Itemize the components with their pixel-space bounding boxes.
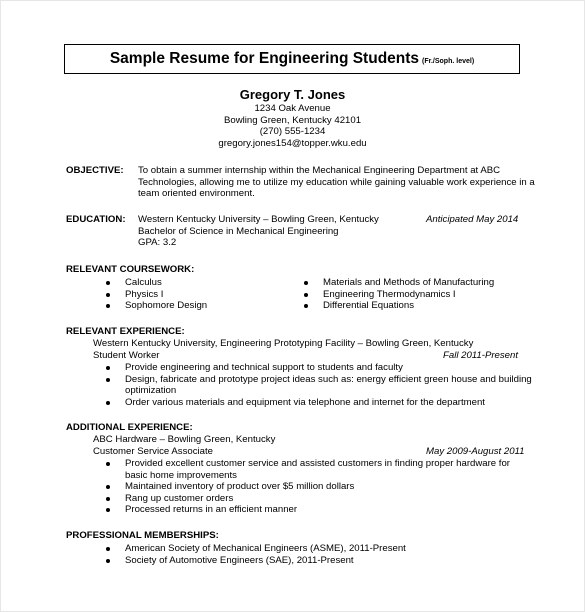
list-item: [125, 504, 510, 516]
membership-text: American Society of Mechanical Engineers (ASME), 2011-Present: [125, 543, 406, 554]
bullet-icon: [106, 462, 110, 466]
list-item: [125, 289, 207, 301]
list-item: [125, 458, 510, 481]
course-name: Materials and Methods of Manufacturing: [323, 277, 495, 288]
bullet-text-continued: optimization: [125, 385, 177, 397]
bullet-icon: [106, 366, 110, 370]
experience-bullets: [125, 362, 532, 408]
list-item: [125, 543, 406, 555]
list-item: [125, 362, 532, 374]
candidate-name: Gregory T. Jones: [239, 87, 346, 102]
bullet-icon: [106, 378, 110, 382]
additional-heading: ADDITIONAL EXPERIENCE:: [66, 422, 193, 433]
bullet-icon: [304, 281, 308, 285]
list-item: [125, 374, 532, 397]
course-name: Physics I: [125, 288, 164, 300]
list-item: [125, 277, 207, 289]
education-heading: EDUCATION:: [66, 214, 126, 225]
education-date: Anticipated May 2014: [426, 214, 519, 225]
gpa: GPA: 3.2: [138, 237, 177, 249]
list-item: [125, 397, 532, 409]
additional-date: May 2009-August 2011: [426, 446, 525, 457]
school-name: Western Kentucky University – Bowling Green, Kentucky: [138, 214, 379, 225]
street-address: 1234 Oak Avenue: [254, 103, 331, 114]
experience-heading: RELEVANT EXPERIENCE:: [66, 326, 185, 337]
list-item: [323, 277, 494, 289]
bullet-icon: [106, 281, 110, 285]
bullet-icon: [106, 559, 110, 563]
degree: Bachelor of Science in Mechanical Engineering: [138, 225, 339, 237]
bullet-icon: [106, 485, 110, 489]
bullet-text: Provided excellent customer service and assisted customers in finding proper hardware for: [125, 458, 511, 469]
additional-org: ABC Hardware – Bowling Green, Kentucky: [93, 434, 276, 445]
additional-header: [93, 434, 275, 457]
additional-bullets: [125, 458, 510, 516]
additional-role: Customer Service Associate: [93, 445, 213, 457]
list-item: [125, 555, 406, 567]
membership-text: Society of Automotive Engineers (SAE), 2011-Present: [125, 554, 354, 566]
course-name: Calculus: [125, 277, 162, 288]
document-title: Sample Resume for Engineering Students: [109, 50, 420, 67]
coursework-heading: RELEVANT COURSEWORK:: [66, 264, 195, 275]
objective-line: To obtain a summer internship within the Mechanical Engineering Department at ABC: [138, 165, 501, 176]
list-item: [125, 481, 510, 493]
document-title-note: (Fr./Soph. level): [422, 58, 475, 65]
bullet-icon: [106, 547, 110, 551]
objective-line: Technologies, allowing me to utilize my education while gaining valuable work experience in a: [138, 176, 535, 188]
bullet-icon: [304, 304, 308, 308]
bullet-text: Provide engineering and technical support to students and faculty: [125, 362, 403, 373]
experience-role: Student Worker: [93, 349, 160, 361]
experience-org: Western Kentucky University, Engineering Prototyping Facility – Bowling Green, Kentucky: [93, 338, 474, 349]
bullet-text: Order various materials and equipment via telephone and internet for the department: [125, 396, 485, 408]
bullet-text: Design, fabricate and prototype project ideas such as: energy efficient green house and building: [125, 373, 532, 385]
bullet-icon: [106, 401, 110, 405]
objective-text: [138, 165, 535, 200]
bullet-icon: [106, 293, 110, 297]
bullet-text: Maintained inventory of product over $5 million dollars: [125, 481, 355, 493]
list-item: [323, 300, 494, 312]
bullet-icon: [106, 508, 110, 512]
phone-number: (270) 555-1234: [259, 126, 326, 138]
objective-heading: OBJECTIVE:: [66, 165, 124, 176]
experience-date: Fall 2011-Present: [443, 350, 519, 361]
coursework-list-right: [323, 277, 494, 312]
bullet-icon: [106, 497, 110, 501]
experience-header: [93, 338, 473, 361]
bullet-icon: [304, 293, 308, 297]
coursework-list-left: [125, 277, 207, 312]
memberships-heading: PROFESSIONAL MEMBERSHIPS:: [66, 530, 219, 541]
title-box: [64, 44, 520, 74]
email-address: gregory.jones154@topper.wku.edu: [218, 137, 367, 149]
course-name: Sophomore Design: [125, 300, 208, 312]
list-item: [323, 289, 494, 301]
course-name: Engineering Thermodynamics I: [323, 288, 456, 300]
memberships-list: [125, 543, 406, 566]
bullet-icon: [106, 304, 110, 308]
list-item: [125, 493, 510, 505]
contact-block: [0, 86, 585, 149]
bullet-text: Rang up customer orders: [125, 492, 234, 504]
bullet-text-continued: basic home improvements: [125, 469, 237, 481]
city-address: Bowling Green, Kentucky 42101: [223, 114, 362, 126]
education-details: [138, 214, 379, 249]
objective-line: team oriented environment.: [138, 188, 255, 200]
list-item: [125, 300, 207, 312]
bullet-text: Processed returns in an efficient manner: [125, 504, 298, 516]
course-name: Differential Equations: [323, 300, 415, 312]
